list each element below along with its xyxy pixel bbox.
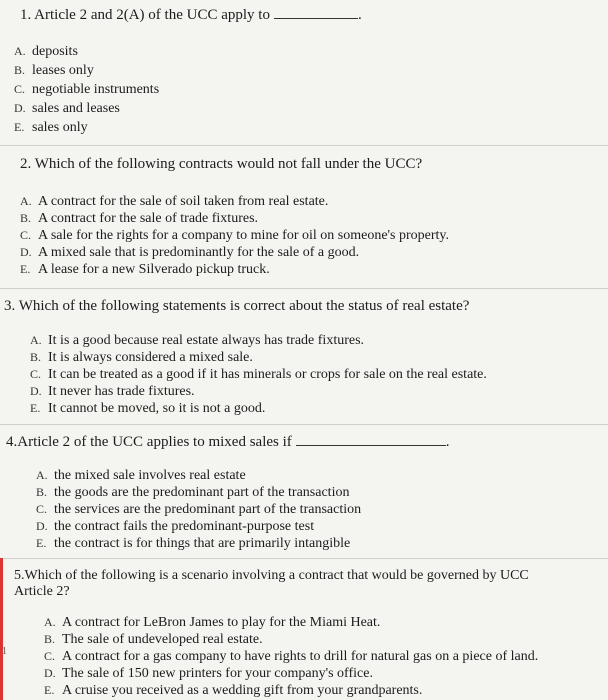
divider <box>0 288 608 289</box>
question-5-option-c[interactable]: C. A contract for a gas company to have rights to drill for natural gas on a piece of land. <box>44 649 539 664</box>
divider <box>0 424 608 425</box>
question-1-option-a[interactable]: A. deposits <box>14 44 78 59</box>
question-4-option-a[interactable]: A. the mixed sale involves real estate <box>36 468 246 483</box>
question-4-option-e[interactable]: E. the contract is for things that are primarily intangible <box>36 536 351 551</box>
question-4-option-b[interactable]: B. the goods are the predominant part of the transaction <box>36 485 350 500</box>
margin-marker: 1 <box>2 646 7 657</box>
question-1-text: 1. Article 2 and 2(A) of the UCC apply to . <box>20 7 362 23</box>
question-2-option-b[interactable]: B. A contract for the sale of trade fixtures. <box>20 211 259 226</box>
question-2-text: 2. Which of the following contracts would not fall under the UCC? <box>20 156 423 172</box>
question-3-option-e[interactable]: E. It cannot be moved, so it is not a good. <box>30 401 266 416</box>
question-1-option-c[interactable]: C. negotiable instruments <box>14 82 160 97</box>
answer-blank <box>274 6 358 19</box>
question-5-option-e[interactable]: E. A cruise you received as a wedding gift from your grandparents. <box>44 683 423 698</box>
question-4-option-d[interactable]: D. the contract fails the predominant-purpose test <box>36 519 315 534</box>
divider <box>0 145 608 146</box>
question-3-option-b[interactable]: B. It is always considered a mixed sale. <box>30 350 253 365</box>
question-2-option-e[interactable]: E. A lease for a new Silverado pickup truck. <box>20 262 270 277</box>
margin-bar <box>0 558 3 700</box>
question-5-text-line-2: Article 2? <box>14 584 70 599</box>
question-4-option-c[interactable]: C. the services are the predominant part of the transaction <box>36 502 362 517</box>
question-5-option-a[interactable]: A. A contract for LeBron James to play for the Miami Heat. <box>44 615 381 630</box>
question-5-text: 5.Which of the following is a scenario involving a contract that would be governed by UCC <box>14 568 529 583</box>
question-1-option-b[interactable]: B. leases only <box>14 63 94 78</box>
question-2-option-d[interactable]: D. A mixed sale that is predominantly for the sale of a good. <box>20 245 360 260</box>
divider <box>0 558 608 559</box>
question-2-option-c[interactable]: C. A sale for the rights for a company to mine for oil on someone's property. <box>20 228 450 243</box>
question-4-text: 4.Article 2 of the UCC applies to mixed sales if . <box>6 434 450 450</box>
question-3-option-d[interactable]: D. It never has trade fixtures. <box>30 384 195 399</box>
question-3-option-c[interactable]: C. It can be treated as a good if it has minerals or crops for sale on the real estate. <box>30 367 487 382</box>
question-5-option-d[interactable]: D. The sale of 150 new printers for your company's office. <box>44 666 373 681</box>
question-3-option-a[interactable]: A. It is a good because real estate always has trade fixtures. <box>30 333 365 348</box>
answer-blank <box>296 433 446 446</box>
question-1-option-d[interactable]: D. sales and leases <box>14 101 120 116</box>
question-2-option-a[interactable]: A. A contract for the sale of soil taken from real estate. <box>20 194 329 209</box>
question-1-option-e[interactable]: E. sales only <box>14 120 88 135</box>
question-5-option-b[interactable]: B. The sale of undeveloped real estate. <box>44 632 263 647</box>
question-3-text: 3. Which of the following statements is correct about the status of real estate? <box>4 298 470 314</box>
